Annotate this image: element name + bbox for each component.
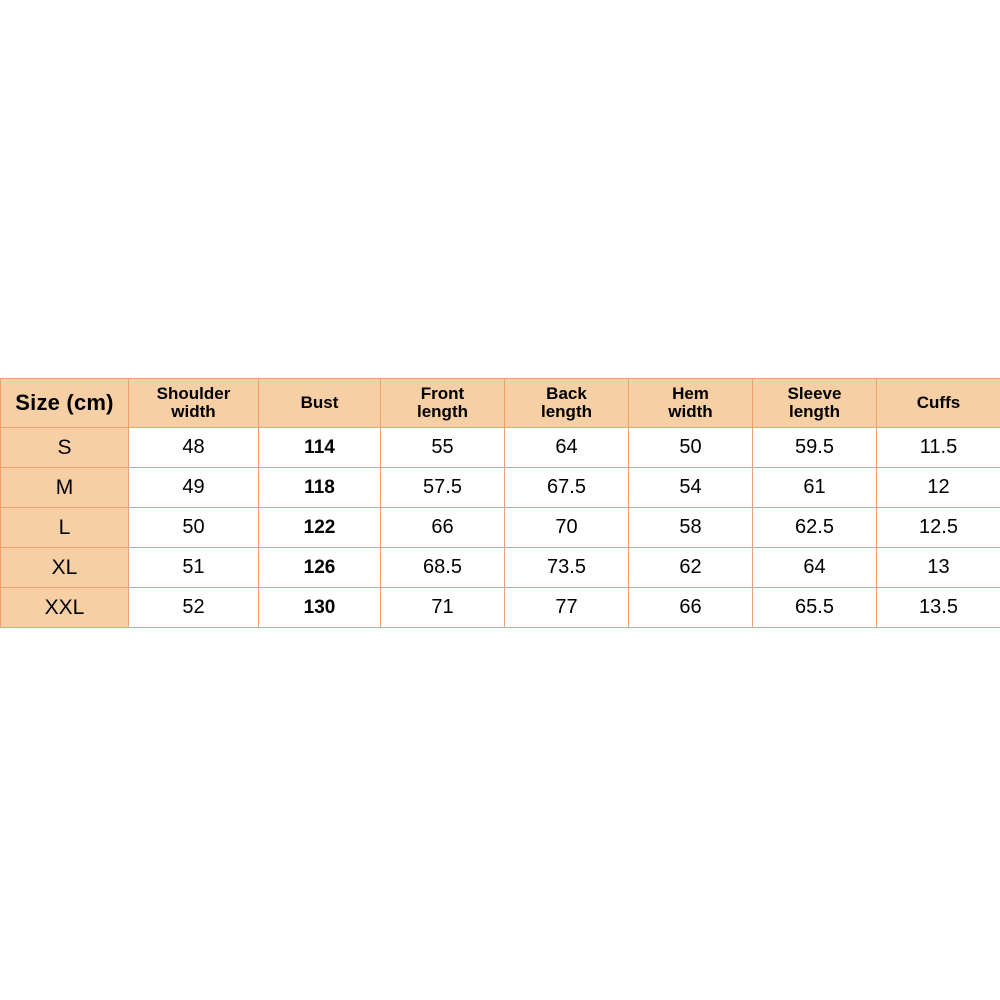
cell-front-length: 55	[381, 428, 505, 468]
table-row	[1, 588, 1000, 628]
cell-shoulder-width: 50	[129, 508, 259, 548]
cell-shoulder-width: 49	[129, 468, 259, 508]
header-bust	[259, 379, 381, 428]
header-line-2: length	[789, 402, 840, 421]
cell-bust: 130	[259, 588, 381, 628]
header-line-1: Cuffs	[916, 393, 961, 413]
header-line-1: Shoulder	[156, 384, 231, 404]
row-size-label: XL	[1, 548, 129, 588]
size-chart	[0, 378, 1000, 628]
header-line-1: Hem	[672, 384, 709, 404]
cell-bust: 126	[259, 548, 381, 588]
header-line-2: length	[417, 402, 468, 421]
cell-back-length: 70	[505, 508, 629, 548]
header-line-1: Back	[546, 384, 587, 404]
header-back-length	[505, 379, 629, 428]
cell-back-length: 64	[505, 428, 629, 468]
cell-cuffs: 12	[877, 468, 1000, 508]
cell-sleeve-length: 65.5	[753, 588, 877, 628]
header-front-length	[381, 379, 505, 428]
cell-front-length: 66	[381, 508, 505, 548]
table-header-row	[1, 379, 1000, 428]
cell-bust: 118	[259, 468, 381, 508]
cell-sleeve-length: 62.5	[753, 508, 877, 548]
cell-cuffs: 13.5	[877, 588, 1000, 628]
header-cuffs	[877, 379, 1000, 428]
cell-hem-width: 62	[629, 548, 753, 588]
header-line-2: width	[668, 402, 713, 421]
table-row	[1, 548, 1000, 588]
cell-hem-width: 54	[629, 468, 753, 508]
size-chart-table	[0, 378, 1000, 628]
cell-hem-width: 50	[629, 428, 753, 468]
table-row	[1, 508, 1000, 548]
cell-shoulder-width: 48	[129, 428, 259, 468]
cell-cuffs: 13	[877, 548, 1000, 588]
header-line-2: length	[541, 402, 592, 421]
cell-cuffs: 11.5	[877, 428, 1000, 468]
row-size-label: M	[1, 468, 129, 508]
header-line-1: Bust	[300, 393, 339, 413]
header-line-1: Front	[420, 384, 465, 404]
cell-sleeve-length: 64	[753, 548, 877, 588]
cell-hem-width: 58	[629, 508, 753, 548]
header-sleeve-length	[753, 379, 877, 428]
cell-bust: 122	[259, 508, 381, 548]
header-line-1: Sleeve	[787, 384, 842, 404]
row-size-label: XXL	[1, 588, 129, 628]
table-row	[1, 468, 1000, 508]
table-row	[1, 428, 1000, 468]
cell-shoulder-width: 52	[129, 588, 259, 628]
header-line-2: width	[171, 402, 216, 421]
cell-sleeve-length: 61	[753, 468, 877, 508]
cell-cuffs: 12.5	[877, 508, 1000, 548]
cell-sleeve-length: 59.5	[753, 428, 877, 468]
header-hem-width	[629, 379, 753, 428]
row-size-label: L	[1, 508, 129, 548]
cell-shoulder-width: 51	[129, 548, 259, 588]
cell-bust: 114	[259, 428, 381, 468]
cell-hem-width: 66	[629, 588, 753, 628]
cell-back-length: 73.5	[505, 548, 629, 588]
row-size-label: S	[1, 428, 129, 468]
cell-front-length: 71	[381, 588, 505, 628]
cell-front-length: 57.5	[381, 468, 505, 508]
cell-back-length: 67.5	[505, 468, 629, 508]
cell-back-length: 77	[505, 588, 629, 628]
cell-front-length: 68.5	[381, 548, 505, 588]
header-shoulder-width	[129, 379, 259, 428]
header-size-unit: Size (cm)	[1, 379, 129, 428]
